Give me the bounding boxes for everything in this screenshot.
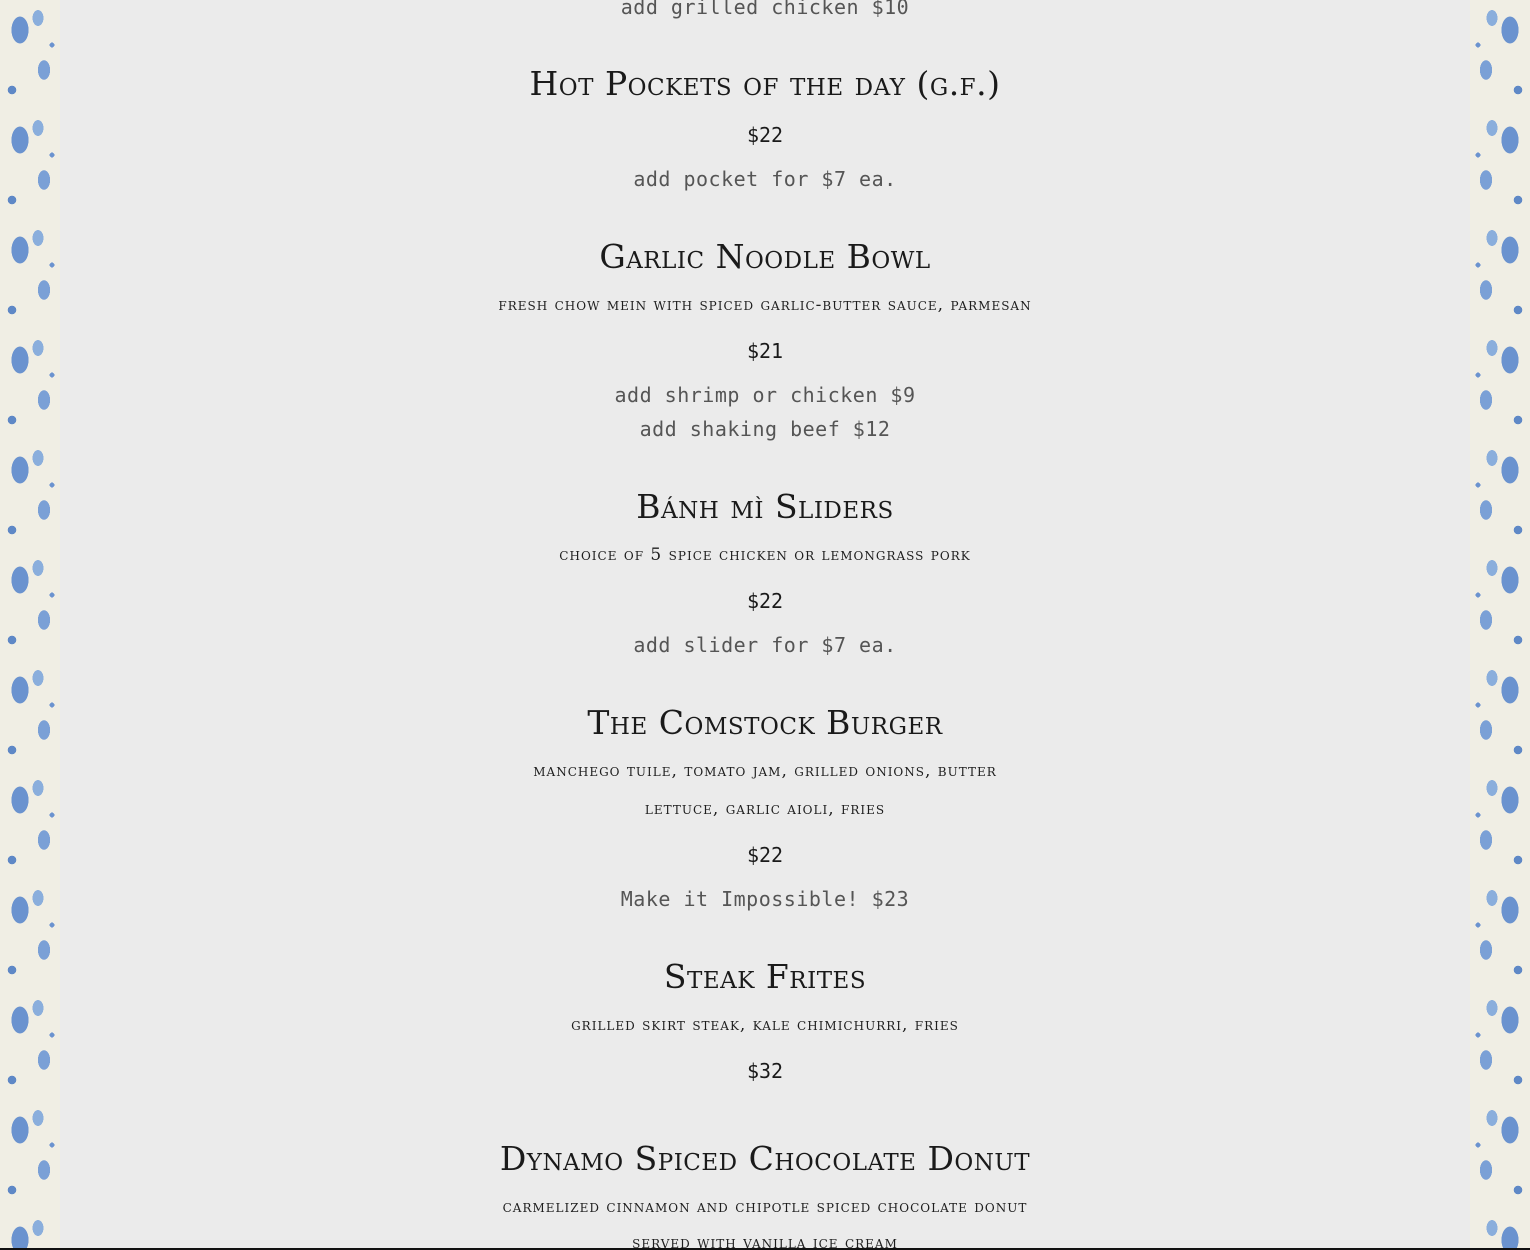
menu-item-addon: add pocket for $7 ea. (633, 167, 897, 191)
menu-item-addon: add shaking beef $12 (639, 417, 891, 441)
menu-item-title: Dynamo Spiced Chocolate Donut (499, 1139, 1031, 1178)
menu-item-title: Steak Frites (663, 957, 867, 996)
menu-item-price: $21 (746, 339, 784, 363)
menu-item-description: choice of 5 spice chicken or lemongrass pork (559, 545, 971, 565)
menu-item-description: manchego tuile, tomato jam, grilled onions, butter (533, 761, 997, 781)
menu-item-title: Garlic Noodle Bowl (599, 237, 931, 276)
menu-item-price: $22 (746, 843, 784, 867)
menu-item-description: served with vanilla ice cream (632, 1233, 898, 1248)
menu-item-title: Bánh mì Sliders (636, 487, 894, 526)
menu-item-title: Hot Pockets of the day (g.f.) (529, 64, 1001, 103)
menu-item-addon: add shrimp or chicken $9 (614, 383, 916, 407)
menu-item-addon: add grilled chicken $10 (620, 0, 910, 19)
menu-item-description: lettuce, garlic aioli, fries (644, 799, 886, 819)
menu-item-description: carmelized cinnamon and chipotle spiced chocolate donut (502, 1197, 1028, 1217)
menu-item-title: The Comstock Burger (587, 703, 943, 742)
menu-panel (60, 0, 1470, 1248)
menu-item-price: $32 (746, 1059, 784, 1083)
menu-item-addon: Make it Impossible! $23 (620, 887, 910, 911)
menu-item-addon: add slider for $7 ea. (633, 633, 897, 657)
damask-border-right (1470, 0, 1530, 1250)
menu-item-price: $22 (746, 123, 784, 147)
menu-item-description: fresh chow mein with spiced garlic-butter sauce, parmesan (498, 295, 1032, 315)
menu-item-description: grilled skirt steak, kale chimichurri, fries (571, 1015, 959, 1035)
menu-item-price: $22 (746, 589, 784, 613)
